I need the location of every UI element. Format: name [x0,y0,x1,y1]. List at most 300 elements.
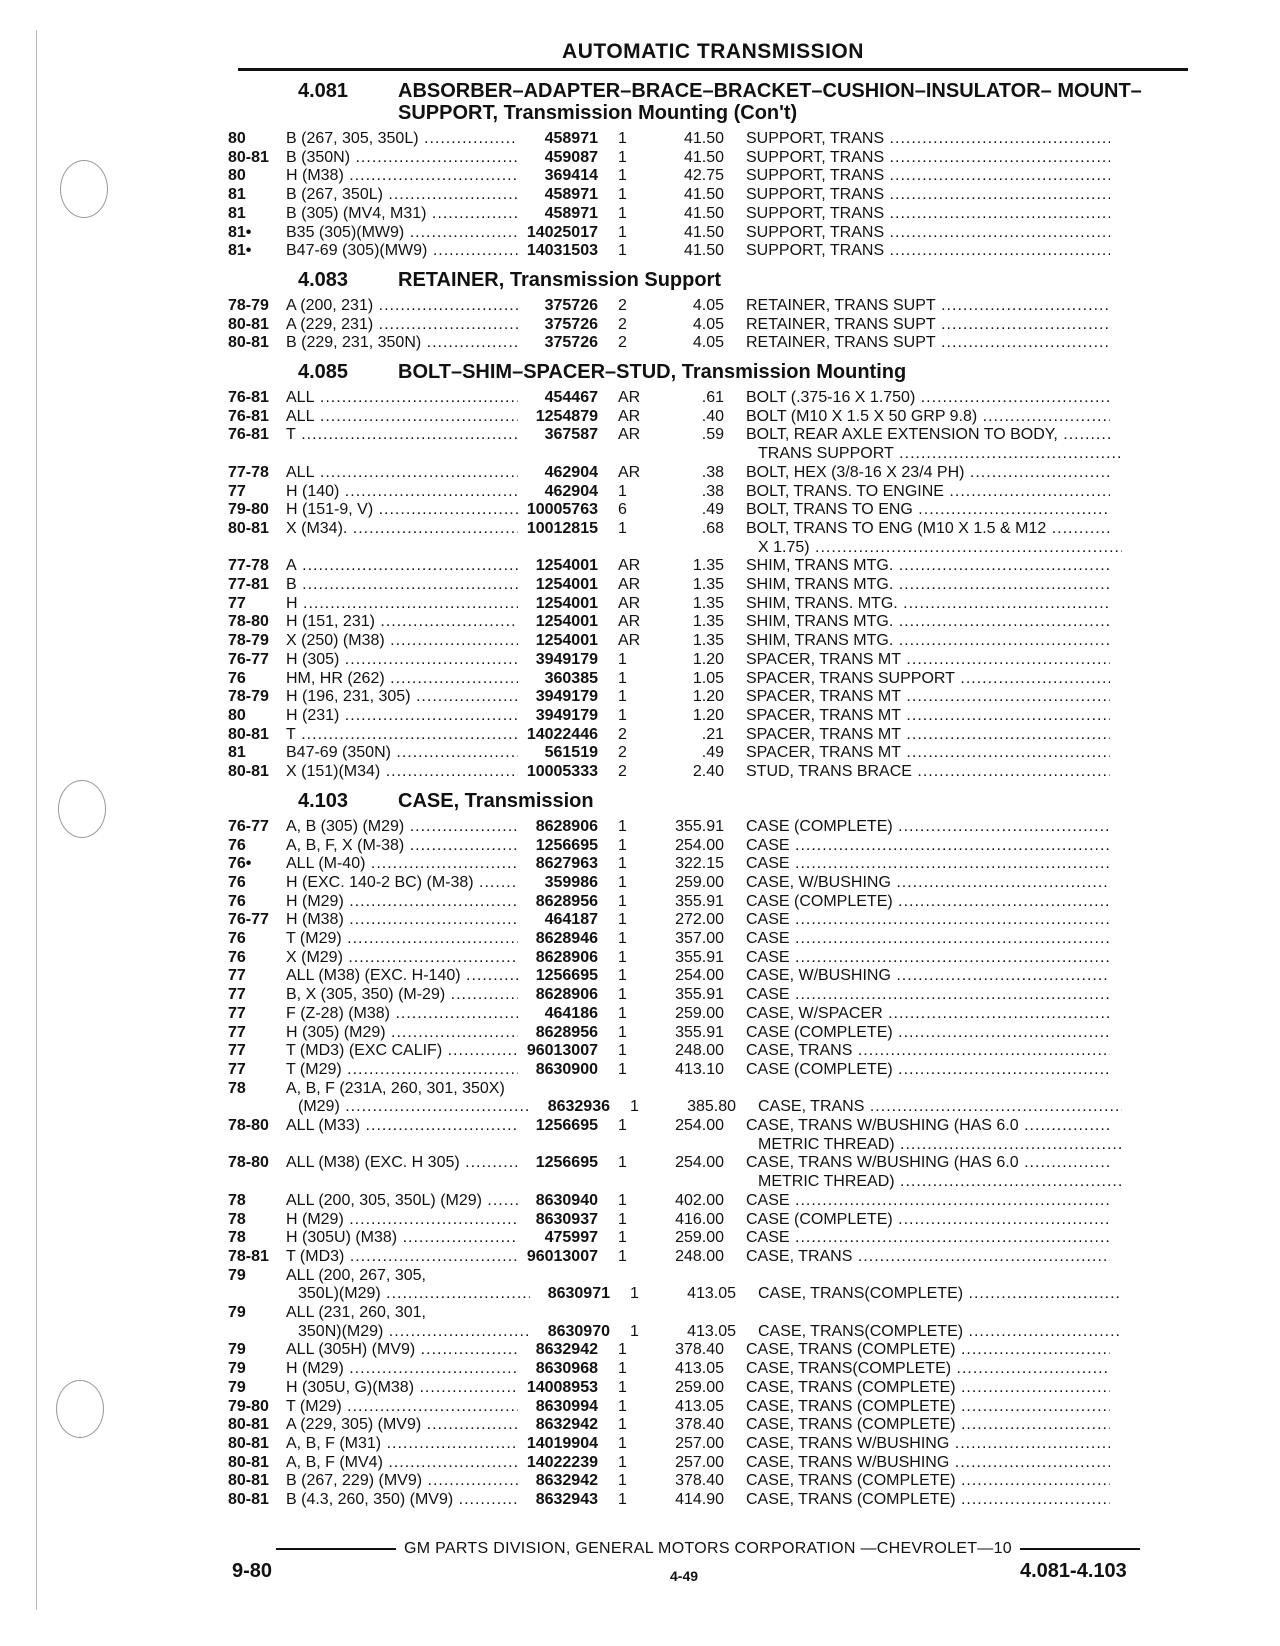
model-year: 81 [228,204,246,222]
application-text: A, B, F (MV4) ..... [286,1454,518,1471]
application-text: A, B, F (M31) ..... [286,1435,518,1452]
model-year: 76-77 [228,650,269,668]
description [746,651,1110,670]
quantity: AR [618,463,641,481]
description-text: CASE, TRANS W/BUSHING (HAS 6.0 ..... [746,1154,1110,1171]
description-continued-text: X 1.75) ..... [758,539,1122,556]
quantity: 1 [618,1229,627,1247]
table-row [228,1117,1188,1136]
model-year: 76 [228,836,246,854]
application [286,576,518,595]
description [746,1472,1110,1491]
list-price: .38 [701,482,724,500]
quantity: 2 [618,334,627,352]
application-line-1: ALL (231, 260, 301, [286,1304,426,1322]
application [286,1491,518,1510]
list-price: 357.00 [675,930,724,948]
list-price: 272.00 [675,911,724,929]
description [746,1341,1110,1360]
description [746,1435,1110,1454]
model-year-blank [228,1173,286,1192]
part-number-blank [518,1136,598,1155]
description [758,1098,1122,1117]
description-continued-text: METRIC THREAD) ..... [758,1173,1122,1190]
description-text: SHIM, TRANS MTG. ..... [746,557,1110,574]
model-year: 78 [228,1229,246,1247]
part-number: 8632942 [535,1341,598,1359]
model-year: 78 [228,1191,246,1209]
application-text: H (M29) ..... [286,893,518,910]
quantity: 1 [618,1397,627,1415]
application [286,186,518,205]
model-year: 77 [228,986,246,1004]
description [746,837,1110,856]
description [746,986,1110,1005]
table-row [228,186,1188,205]
quantity-blank [598,1136,662,1155]
table-row-continuation [228,445,1188,464]
application [286,1285,530,1304]
description-text: SHIM, TRANS MTG. ..... [746,576,1110,593]
description-text: SPACER, TRANS MT ..... [746,726,1110,743]
description [758,1285,1122,1304]
part-number: 96013007 [526,1247,598,1265]
part-number: 14022239 [526,1453,598,1471]
section-title-text: RETAINER, Transmission Support [398,268,721,291]
quantity: 1 [618,186,627,204]
application-text: B35 (305)(MW9) ..... [286,224,518,241]
footer-rule-right [1020,1548,1140,1550]
application [286,167,518,186]
quantity-blank [598,1173,662,1192]
model-year: 78-79 [228,688,269,706]
application-text: A (229, 231) ..... [286,316,518,333]
description [746,763,1110,782]
list-price: 1.35 [692,576,724,594]
description [746,688,1110,707]
description-text: SPACER, TRANS MT ..... [746,688,1110,705]
application-blank [286,1173,518,1192]
quantity: AR [618,557,641,575]
application [286,1323,530,1342]
footer-group-range: 4.081-4.103 [1020,1560,1127,1582]
list-price: 259.00 [675,1004,724,1022]
application-text: H (M29) ..... [286,1360,518,1377]
list-price: 41.50 [683,204,724,222]
description [746,1005,1110,1024]
model-year: 79 [228,1304,246,1322]
description [758,1323,1122,1342]
model-year-blank [228,1136,286,1155]
quantity: 1 [618,1117,627,1135]
list-price: 413.05 [687,1285,736,1303]
description-continued [746,539,1122,558]
part-number: 475997 [544,1229,598,1247]
list-price: 413.10 [675,1060,724,1078]
application-text: ALL (305H) (MV9) ..... [286,1341,518,1358]
part-number: 8628906 [535,948,598,966]
part-number: 1254001 [535,632,598,650]
part-number: 8628946 [535,930,598,948]
description-continued-text: TRANS SUPPORT ..... [758,445,1122,462]
catalog-section [228,80,1188,261]
application [286,1005,518,1024]
list-price: 41.50 [683,148,724,166]
description [746,1379,1110,1398]
section-heading [228,269,1188,291]
quantity: 1 [618,242,627,260]
part-number: 375726 [544,315,598,333]
part-number: 1256695 [535,1117,598,1135]
description [746,613,1110,632]
application-text: B (267, 305, 350L) ..... [286,130,518,147]
description [746,186,1110,205]
model-year: 78-79 [228,632,269,650]
list-price: 259.00 [675,873,724,891]
description-text: CASE (COMPLETE) ..... [746,1211,1110,1228]
application [286,1454,518,1473]
application-text: ALL (M38) (EXC. H-140) ..... [286,967,518,984]
model-year: 80-81 [228,519,269,537]
description-text: SHIM, TRANS. MTG. ..... [746,595,1110,612]
table-row [228,1472,1188,1491]
catalog-section [228,361,1188,782]
list-price: 4.05 [692,334,724,352]
table-row [228,930,1188,949]
description [746,483,1110,502]
table-row [228,242,1188,261]
list-price: .40 [701,407,724,425]
part-number: 462904 [544,482,598,500]
part-number: 360385 [544,669,598,687]
description [746,1211,1110,1230]
description [746,744,1110,763]
description [746,1454,1110,1473]
quantity: 1 [618,669,627,687]
description-text: SHIM, TRANS MTG. ..... [746,632,1110,649]
model-year: 76 [228,892,246,910]
quantity: 1 [618,204,627,222]
quantity: AR [618,594,641,612]
list-price: 1.35 [692,632,724,650]
application-text: B (267, 350L) ..... [286,186,518,203]
application-text: B (267, 229) (MV9) ..... [286,1472,518,1489]
description [746,726,1110,745]
quantity: 1 [618,986,627,1004]
table-row [228,688,1188,707]
parts-catalog [228,80,1188,1510]
quantity: 1 [618,167,627,185]
model-year-blank [228,445,286,464]
quantity: 1 [618,1023,627,1041]
description-text: SUPPORT, TRANS ..... [746,167,1110,184]
list-price: 41.50 [683,186,724,204]
application [286,408,518,427]
table-row [228,744,1188,763]
description-text: CASE, TRANS(COMPLETE) ..... [746,1360,1110,1377]
description-text: RETAINER, TRANS SUPT ..... [746,334,1110,351]
table-row [228,520,1188,539]
table-row [228,763,1188,782]
description-text: CASE ..... [746,855,1110,872]
description-continued-text: METRIC THREAD) ..... [758,1136,1122,1153]
quantity: 1 [618,1154,627,1172]
application [286,483,518,502]
description-text: CASE, TRANS (COMPLETE) ..... [746,1491,1110,1508]
table-row [228,837,1188,856]
table-row [228,389,1188,408]
description [746,1491,1110,1510]
description [746,670,1110,689]
section-number: 4.103 [298,789,349,812]
description [746,501,1110,520]
model-year: 78 [228,1079,246,1097]
application-text: H (151, 231) ..... [286,613,518,630]
description-text: SPACER, TRANS MT ..... [746,707,1110,724]
application-text: H ..... [286,595,518,612]
quantity: 1 [618,873,627,891]
table-row [228,316,1188,335]
model-year: 78-80 [228,613,269,631]
part-number: 1254879 [535,407,598,425]
description [746,408,1110,427]
quantity: 1 [618,1191,627,1209]
application-text: F (Z-28) (M38) ..... [286,1005,518,1022]
list-price: 378.40 [675,1341,724,1359]
list-price: 414.90 [675,1491,724,1509]
part-number: 1254001 [535,557,598,575]
list-price: 378.40 [675,1416,724,1434]
model-year: 76-81 [228,407,269,425]
table-row [228,1454,1188,1473]
quantity: 1 [618,688,627,706]
application [286,316,518,335]
table-row [228,1098,1188,1117]
model-year: 80 [228,706,246,724]
model-year: 80 [228,130,246,147]
table-row-continuation [228,1173,1188,1192]
description-text: SHIM, TRANS MTG. ..... [746,613,1110,630]
application [286,1360,518,1379]
table-row [228,297,1188,316]
description [746,1061,1110,1080]
description [746,167,1110,186]
section-heading [228,361,1188,383]
application-text: T ..... [286,426,518,443]
model-year: 78-80 [228,1117,269,1135]
application [286,389,518,408]
list-price: 2.40 [692,763,724,781]
description-text: CASE, TRANS(COMPLETE) ..... [758,1285,1122,1302]
list-price: 402.00 [675,1191,724,1209]
table-row [228,1360,1188,1379]
list-price: 257.00 [675,1435,724,1452]
description [746,1416,1110,1435]
description [746,1024,1110,1043]
application-text: H (M29) ..... [286,1211,518,1228]
part-number: 3949179 [535,688,598,706]
description-text: CASE ..... [746,1192,1110,1209]
quantity: 1 [618,1416,627,1434]
model-year: 78 [228,1210,246,1228]
application [286,651,518,670]
list-price: 1.20 [692,706,724,724]
application-line-1: ALL (200, 267, 305, [286,1266,426,1284]
list-price: 355.91 [675,817,724,835]
quantity: 2 [618,725,627,743]
application [286,763,518,782]
model-year: 80-81 [228,1416,269,1434]
quantity-blank [598,539,662,558]
application-text: ALL ..... [286,464,518,481]
description-text: CASE, W/BUSHING ..... [746,874,1110,891]
table-row [228,1285,1188,1304]
description-continued [746,1173,1122,1192]
table-row [228,855,1188,874]
application-text: T (M29) ..... [286,1061,518,1078]
model-year: 77 [228,594,246,612]
model-year: 81• [228,223,252,241]
model-year: 78-80 [228,1154,269,1172]
list-price: 385.80 [687,1098,736,1116]
description [746,1154,1110,1173]
table-row-prefix [228,1267,1188,1286]
list-price: .38 [701,463,724,481]
description-text: RETAINER, TRANS SUPT ..... [746,297,1110,314]
list-price: 416.00 [675,1210,724,1228]
table-row [228,426,1188,445]
table-row [228,167,1188,186]
list-price: 378.40 [675,1472,724,1490]
application [286,557,518,576]
application [286,1248,518,1267]
quantity: 1 [618,967,627,985]
part-number: 3949179 [535,706,598,724]
price-blank [662,539,724,558]
quantity: 1 [618,148,627,166]
model-year: 77 [228,482,246,500]
application-text: T (M29) ..... [286,1398,518,1415]
section-number: 4.083 [298,268,349,291]
part-number: 14008953 [526,1378,598,1396]
application [286,1061,518,1080]
application-text: A (200, 231) ..... [286,297,518,314]
table-row [228,874,1188,893]
table-row [228,1323,1188,1342]
application [286,1472,518,1491]
list-price: 254.00 [675,1117,724,1135]
model-year: 81 [228,186,246,204]
application-text: H (EXC. 140-2 BC) (M-38) ..... [286,874,518,891]
quantity: AR [618,407,641,425]
description-text: BOLT, REAR AXLE EXTENSION TO BODY, ..... [746,426,1110,443]
quantity: 1 [618,482,627,500]
description [746,1192,1110,1211]
application [286,744,518,763]
part-number: 8628956 [535,1023,598,1041]
description [746,224,1110,243]
list-price: 257.00 [675,1453,724,1471]
model-year: 76-77 [228,817,269,835]
application [286,930,518,949]
description-text: CASE, W/SPACER ..... [746,1005,1110,1022]
description [746,1398,1110,1417]
table-row [228,1211,1188,1230]
model-year: 79-80 [228,1397,269,1415]
part-number: 1254001 [535,613,598,631]
part-number: 8630970 [547,1322,610,1340]
application-text: A, B (305) (M29) ..... [286,818,518,835]
part-number: 459087 [544,148,598,166]
list-price: 259.00 [675,1229,724,1247]
application-text: B ..... [286,576,518,593]
table-row [228,1435,1188,1454]
model-year: 80-81 [228,1491,269,1509]
application-text: ALL ..... [286,389,518,406]
part-number: 359986 [544,873,598,891]
table-row [228,334,1188,353]
description-continued [746,1136,1122,1155]
list-price: 355.91 [675,986,724,1004]
application [286,1042,518,1061]
description-text: BOLT, TRANS. TO ENGINE ..... [746,483,1110,500]
page-margin-line [36,30,37,1610]
description [746,334,1110,353]
list-price: 413.05 [687,1322,736,1340]
part-number: 458971 [544,204,598,222]
part-number: 1256695 [535,1154,598,1172]
section-number: 4.085 [298,361,349,384]
part-number: 8630940 [535,1191,598,1209]
quantity: 1 [618,855,627,873]
list-price: 322.15 [675,855,724,873]
table-row-continuation [228,1136,1188,1155]
application-text: ALL (M33) ..... [286,1117,518,1134]
application-text: H (305U, G)(M38) ..... [286,1379,518,1396]
table-row [228,1005,1188,1024]
model-year: 77 [228,1004,246,1022]
part-number: 369414 [544,167,598,185]
model-year: 79 [228,1341,246,1359]
application-text: ALL (M-40) ..... [286,855,518,872]
table-row [228,408,1188,427]
table-row [228,949,1188,968]
description [746,316,1110,335]
description-text: BOLT, TRANS TO ENG ..... [746,501,1110,518]
model-year: 76-81 [228,389,269,407]
table-row-prefix [228,1304,1188,1323]
table-row [228,726,1188,745]
quantity: 1 [618,911,627,929]
application [286,1024,518,1043]
list-price: 42.75 [683,167,724,185]
list-price: 259.00 [675,1378,724,1396]
application-text: H (M38) ..... [286,167,518,184]
model-year: 79 [228,1266,246,1284]
quantity: 1 [618,1378,627,1396]
quantity: 2 [618,315,627,333]
description [746,426,1110,445]
model-year: 80-81 [228,1453,269,1471]
model-year: 79-80 [228,501,269,519]
table-row [228,501,1188,520]
quantity: AR [618,576,641,594]
table-row [228,613,1188,632]
model-year [228,1285,286,1304]
quantity: 1 [618,930,627,948]
description [746,389,1110,408]
quantity-blank [598,445,662,464]
